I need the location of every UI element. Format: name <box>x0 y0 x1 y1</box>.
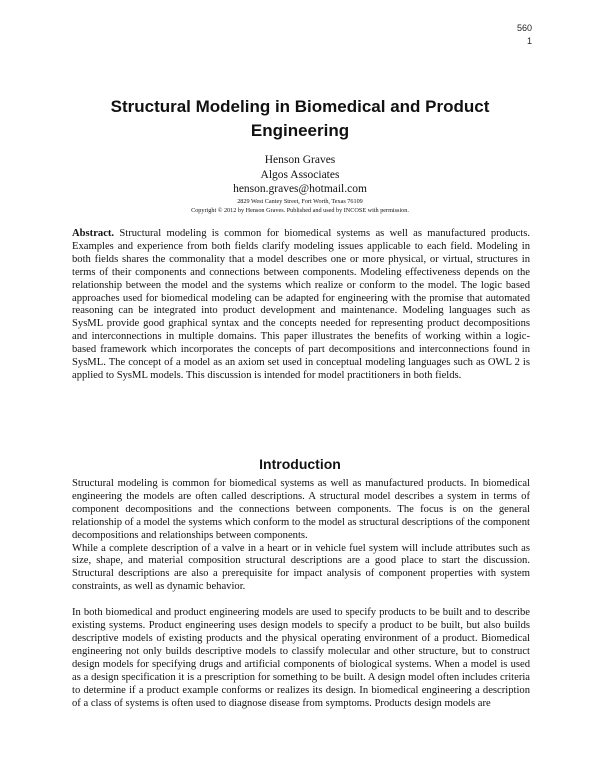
section-heading-introduction: Introduction <box>259 456 341 472</box>
author-address: 2829 West Cantey Street, Fort Worth, Texas 76109 <box>237 197 363 205</box>
paragraph: While a complete description of a valve in a heart or in vehicle fuel system will include attributes such as size, shape, and material composition structural descriptions are a good place to start the discussion. Structural descriptions are also a prerequisite for impact analysis of component properties with system constraints, as well as dynamic behavior. <box>72 542 530 593</box>
author-email: henson.graves@hotmail.com <box>233 183 367 195</box>
page-number-sub: 1 <box>526 36 532 46</box>
author-name: Henson Graves <box>264 154 336 166</box>
author-affiliation: Algos Associates <box>260 168 340 181</box>
paragraph: In both biomedical and product engineering models are used to specify products to be built and to describe existing systems. Product engineering uses design models to specify a product to be built, but also builds descriptive models of existing products and the physical operating environment of a product. Biomedical engineering not only builds descriptive models to classify molecular and other structure, but to construct design models for specifying drugs and artificial components of biological systems. When a model is used as a design specification it is a prescription for something to be built. A design model often includes criteria to determine if a product example conforms or realizes its design. In biomedical engineering a description of a class of systems is often used to diagnose disease from symptoms. Products design models are <box>72 607 530 709</box>
abstract-text: Structural modeling is common for biomedical systems as well as manufactured products. Examples and experience from both fields clarify modeling issues applicable to each field. Modeling in both fields shares the commonality that a model describes one or more physical, or virtual, structures in terms of their components and connections between components. Modeling effectiveness depends on the relationship between the model and the systems which realize or conform to the model. The logic based approaches used for biomedical modeling can be adapted for engineering with the promise that automated reasoning can be integrated into product development and maintenance. Modeling languages such as SysML provide good graphical syntax and the concepts needed for representing product decompositions and interconnections in multiple domains. This paper illustrates the benefits of working within a logic-based framework which incorporates the concepts of part decompositions and interconnections found in SysML. The concept of a model as an axiom set used in conceptual modeling languages such as OWL 2 is applied to SysML models. This discussion is intended for model practitioners in both fields. <box>72 228 530 381</box>
copyright-notice: Copyright © 2012 by Henson Graves. Published and used by INCOSE with permission. <box>191 206 409 214</box>
author-block <box>60 153 540 215</box>
paragraph: Structural modeling is common for biomedical systems as well as manufactured products. In biomedical engineering the models are often called descriptions. A structural model describes a system in terms of component decompositions and the connections between components. The focus is on the general relationship of a model the systems which conform to the model as structural descriptions of the component decompositions and relationships between components. <box>72 478 530 541</box>
abstract-label: Abstract. <box>72 228 115 239</box>
page-number-top: 560 <box>516 23 532 33</box>
introduction-body <box>72 478 530 710</box>
paper-title: Structural Modeling in Biomedical and Product Engineering <box>110 97 490 140</box>
abstract <box>72 228 530 383</box>
page-number-block <box>517 22 532 48</box>
